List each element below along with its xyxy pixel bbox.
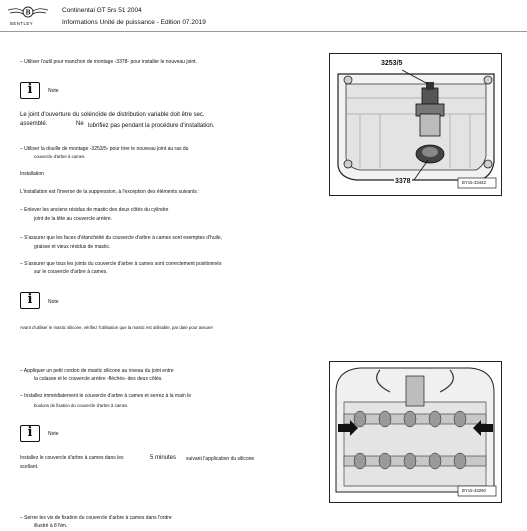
info-icon: i	[20, 425, 40, 442]
info-icon: i	[20, 292, 40, 309]
bullet-4a: – Appliquer un petit cordon de mastic silicone au niveau du joint entre	[20, 368, 174, 374]
bullet-5a: – Installez immédiatement le couvercle d'arbre à cames et serrez à la main le	[20, 393, 192, 399]
doc-title: Continental GT 5rs 51 2004	[62, 7, 142, 14]
bullet-3a: – S'assurer que tous les joints du couvercle d'arbre à cames sont correctement positionnés	[20, 261, 222, 267]
figure-reference: BY15-33260	[462, 488, 486, 493]
bullet-3b: sur le couvercle d'arbre à cames.	[34, 269, 108, 275]
figure-camshaft-seal	[329, 53, 502, 196]
bullet-2b: graisse et vieux résidus de mastic.	[34, 244, 111, 250]
note1-text-c: Ne	[76, 121, 84, 127]
step-line-2a: – Utiliser la douille de montage -3253/5- pour tirer le nouveau joint au ras du	[20, 146, 189, 152]
note3-text-b: 5 minutes	[150, 455, 177, 461]
step-line-2b: couvercle d'arbre à cames.	[34, 154, 86, 159]
header-divider	[0, 31, 527, 32]
doc-subtitle: Informations Unité de puissance - Edition 07.2019	[62, 19, 206, 26]
note1-text-b: assemblé.	[20, 121, 48, 127]
bullet-2a: – S'assurer que les faces d'étanchéité du couvercle d'arbre à cames sont exemptes d'huile,	[20, 235, 222, 241]
figure-sealant-application-drawing	[330, 362, 501, 502]
figure-camshaft-seal-drawing	[330, 54, 501, 195]
figure-tool-label: 3253/5	[381, 60, 403, 67]
note-label: Note	[48, 431, 59, 437]
figure-sealant-application	[329, 361, 502, 503]
note2-text: Avant d'utiliser le mastic silicone, vérifiez l'utilisation que la mastic est utilisable, par date pour assurer	[20, 325, 214, 330]
figure-reference: BY15-33442	[462, 180, 486, 185]
install-intro: L'installation est l'inverse de la suppression, à l'exception des éléments suivants :	[20, 189, 200, 195]
note1-text-a: Le joint d'ouverture du solénoïde de distribution variable doit être sec.	[20, 112, 205, 118]
section-heading: Installation	[20, 171, 44, 177]
bullet-5b: boulons de fixation du couvercle d'arbre à cames.	[34, 403, 129, 408]
note-label: Note	[48, 88, 59, 94]
svg-text:B: B	[25, 9, 31, 17]
bullet-6a: – Serrer les vis de fixation du couvercle d'arbre à cames dans l'ordre	[20, 515, 172, 521]
note3-text-a: Installez le couvercle d'arbre à cames dans les	[20, 455, 124, 461]
bullet-4b: la culasse et le couvercle arrière -fléchés- des deux côtés.	[34, 376, 163, 382]
info-icon: i	[20, 82, 40, 99]
note3-text-d: scellant.	[20, 464, 39, 470]
bullet-6b: illustré à 8 Nm.	[34, 523, 68, 529]
bullet-1b: joint de la tête au couvercle arrière.	[34, 216, 113, 222]
note-label: Note	[48, 299, 59, 305]
step-line-1: – Utiliser l'outil pour manchon de montage -3378- pour installer le nouveau joint.	[20, 59, 197, 65]
figure-tool-label: 3378	[395, 178, 411, 185]
note3-text-c: suivant l'application du silicone	[186, 456, 255, 462]
bullet-1a: – Enlever les anciens résidus de mastic des deux côtés du cylindre	[20, 207, 169, 213]
note1-text-d: lubrifiez pas pendant la procédure d'installation.	[88, 123, 215, 129]
brand-name: BENTLEY	[10, 21, 34, 26]
